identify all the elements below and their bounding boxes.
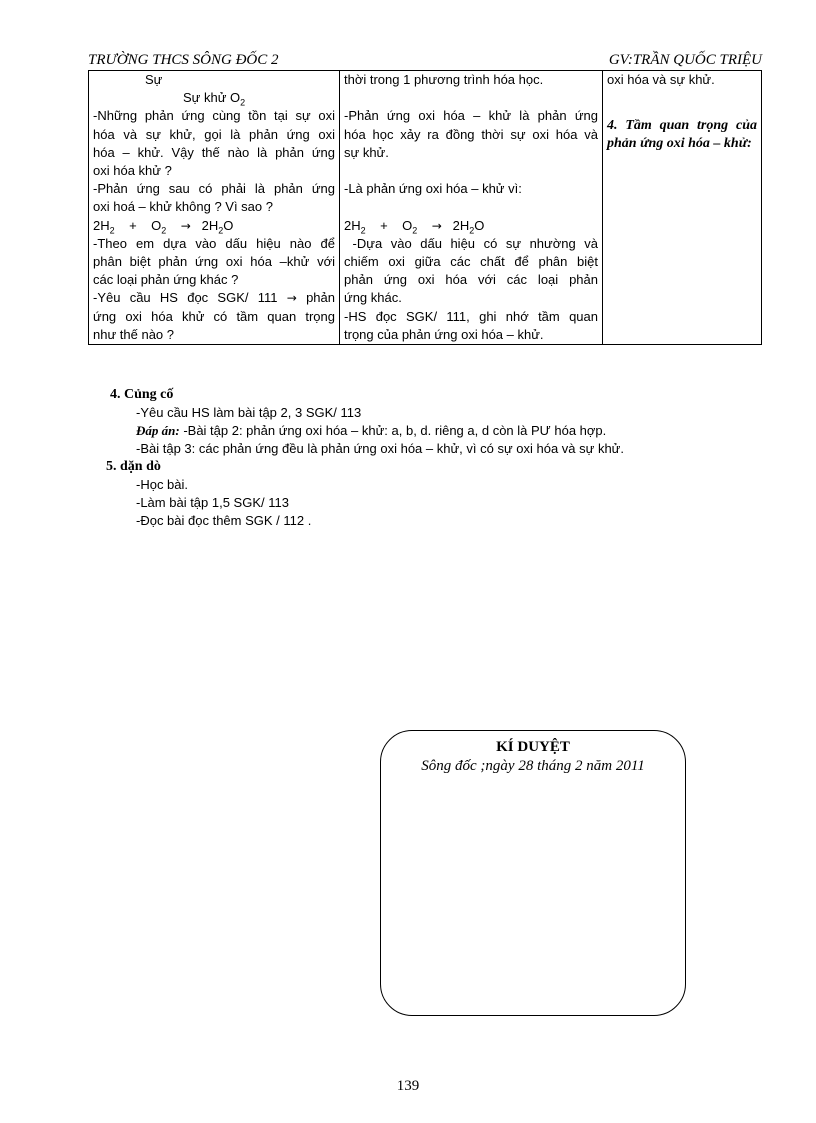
col2-p3-line1: -Dựa vào dấu hiệu có sự nhường và [344, 235, 598, 251]
lesson-closing [106, 386, 730, 530]
col2-p4-line1: -HS đọc SGK/ 111, ghi nhớ tầm quan [344, 308, 598, 324]
col1-p4-last: như thế nào ? [93, 326, 174, 342]
homework-heading: 5. dặn dò [106, 459, 161, 474]
arrow-right-icon: → [431, 218, 442, 233]
col1-p1-last: oxi hóa khử ? [93, 163, 172, 179]
col1-p3-last: các loại phản ứng khác ? [93, 272, 239, 288]
col2-p1-line2: hóa học xảy ra đồng thời sự oxi hóa và [344, 126, 598, 142]
page-header [88, 52, 762, 71]
homework-item: -Đọc bài đọc thêm SGK / 112 . [136, 513, 312, 528]
importance-heading: 4. Tầm quan trọng của phản ứng oxi hóa – khử: [607, 118, 757, 152]
col1-p3-line2: phân biệt phản ứng oxi hóa –khử với [93, 254, 335, 270]
col1-p1-line1: -Những phản ứng cùng tồn tại sự oxi [93, 108, 335, 124]
student-activity-column [340, 71, 603, 345]
consolidation-heading: 4. Củng cố [110, 387, 174, 402]
lesson-table [88, 70, 762, 345]
consolidation-task: -Yêu cầu HS làm bài tập 2, 3 SGK/ 113 [136, 405, 362, 420]
col2-equation: $2H_2$ + $O_2$ → $2H_2O$ [344, 217, 485, 236]
col1-p1-line3: hóa – khử. Vậy thế nào là phản ứng [93, 144, 335, 160]
col2-p3-line2: chiếm oxi giữa các chất để phân biệt [344, 253, 598, 269]
school-name: TRƯỜNG THCS SÔNG ĐỐC 2 [88, 52, 279, 68]
col2-p1-last: sự khử. [344, 144, 389, 160]
approval-box [380, 730, 686, 1016]
col1-p3-line1: -Theo em dựa vào dấu hiệu nào để [93, 235, 335, 251]
col2-p1-line1: -Phản ứng oxi hóa – khử là phản ứng [344, 108, 598, 124]
approval-title: KÍ DUYỆT [496, 739, 570, 755]
arrow-right-icon: → [180, 218, 191, 233]
page-number: 139 [396, 1078, 420, 1094]
col2-p4-last: trọng của phản ứng oxi hóa – khử. [344, 326, 544, 342]
teacher-activity-column [89, 71, 340, 345]
col3-top: oxi hóa và sự khử. [607, 72, 715, 87]
col2-p3-line3: phản ứng oxi hóa với các loại phản [344, 272, 598, 288]
col1-equation: $2H_2$ + $O_2$ → $2H_2O$ [93, 217, 234, 236]
homework-item: -Học bài. [136, 477, 189, 492]
col1-p4-line2: ứng oxi hóa khử có tầm quan trọng [93, 308, 335, 324]
content-column [603, 71, 762, 345]
col1-p4-line1: -Yêu cầu HS đọc SGK/ 111 → phản [93, 290, 335, 306]
approval-date: Sông đốc ;ngày 28 tháng 2 năm 2011 [421, 758, 645, 774]
reduction-label: Sự khử $O_2$ [183, 90, 246, 108]
col2-top: thời trong 1 phương trình hóa học. [344, 72, 544, 87]
col1-p2-line1: -Phản ứng sau có phải là phản ứng [93, 181, 335, 197]
col1-p1-line2: hóa và sự khử, gọi là phản ứng oxi [93, 126, 335, 142]
answer-line: Đáp án: -Bài tập 2: phản ứng oxi hóa – khử: a, b, d. riêng a, d còn là PƯ hóa hợp. [136, 423, 607, 438]
homework-item: -Làm bài tập 1,5 SGK/ 113 [136, 495, 289, 510]
col2-p2: -Là phản ứng oxi hóa – khử vì: [344, 181, 522, 197]
arrow-right-icon: → [286, 291, 297, 306]
teacher-name: GV:TRẦN QUỐC TRIỆU [608, 52, 762, 68]
col2-p3-last: ứng khác. [344, 290, 402, 306]
cut-off-line: Sự [145, 72, 163, 87]
exercise3-answer: -Bài tập 3: các phản ứng đều là phản ứng oxi hóa – khử, vì có sự oxi hóa và sự khử. [136, 441, 624, 456]
col1-p2-last: oxi hoá – khử không ? Vì sao ? [93, 199, 273, 215]
